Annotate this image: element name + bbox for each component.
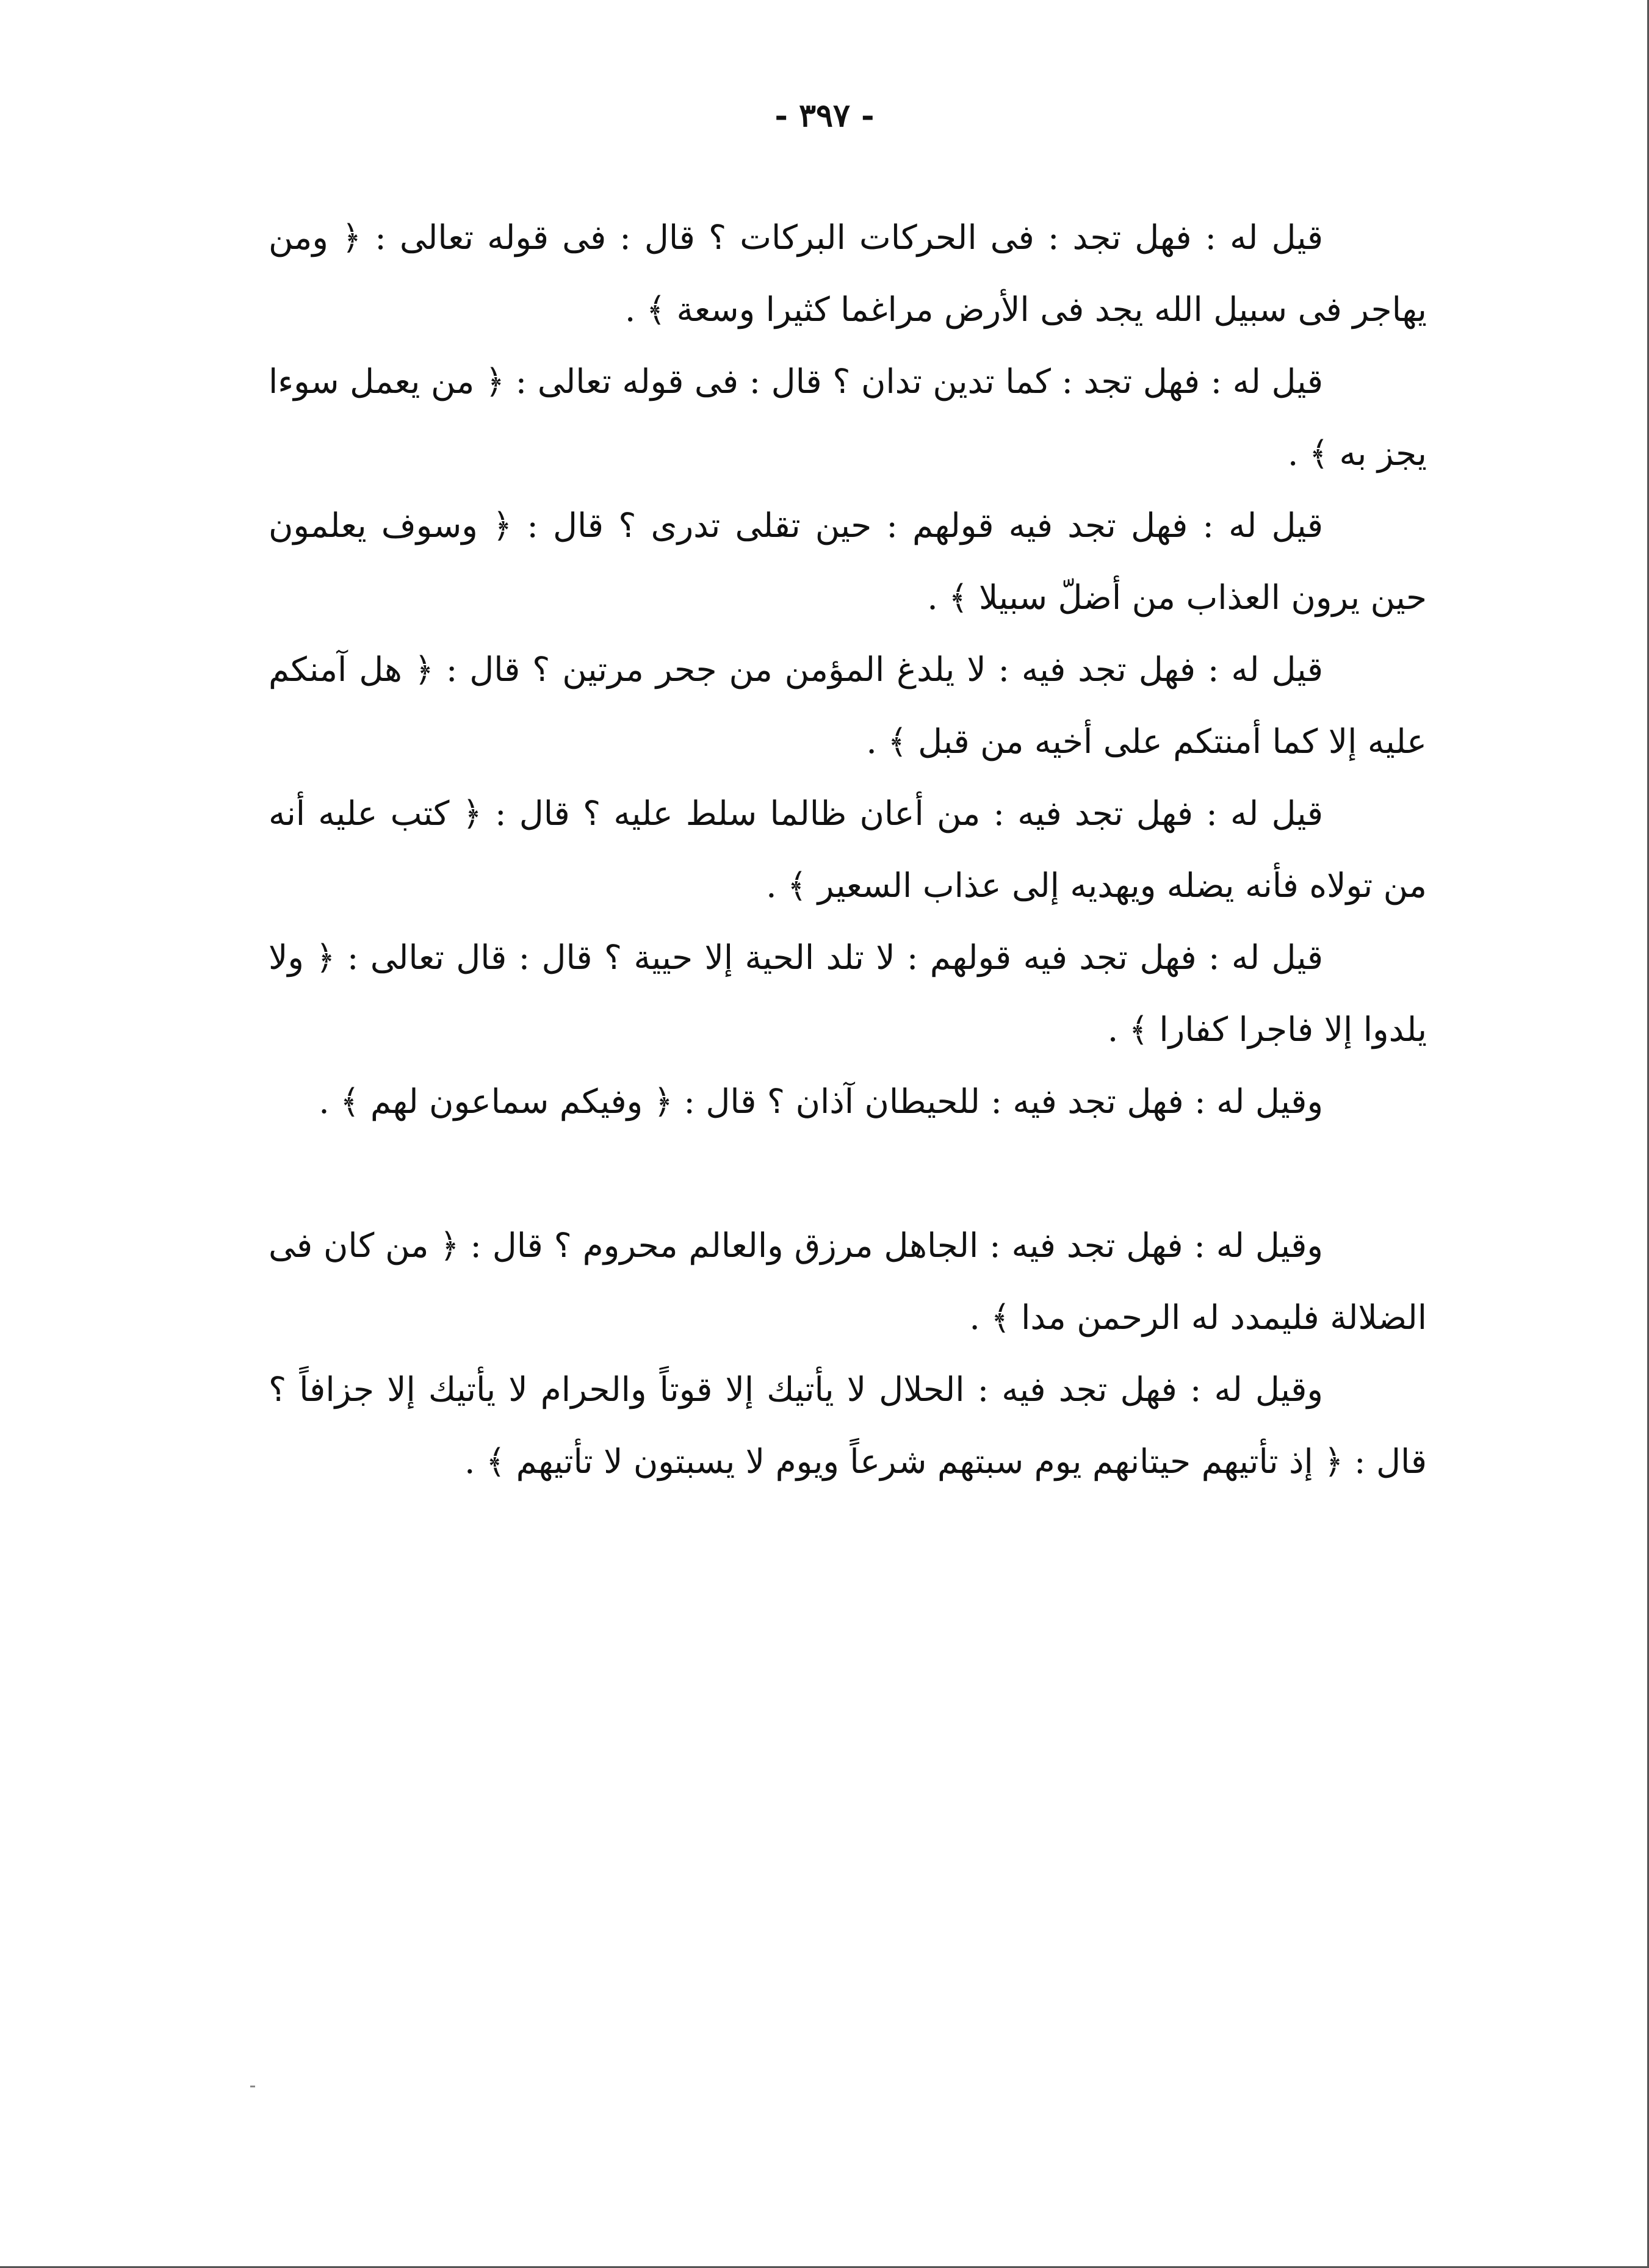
paragraph-8: وقيل له : فهل تجد فيه : الجاهل مرزق والعالم محروم ؟ قال : ﴿ من كان فى الضلالة فليمدد له الرحمن مدا ﴾ . <box>269 1226 1427 1337</box>
paragraph-1: قيل له : فهل تجد : فى الحركات البركات ؟ قال : فى قوله تعالى : ﴿ ومن يهاجر فى سبيل الله يجد فى الأرض مراغما كثيرا وسعة ﴾ . <box>269 218 1427 329</box>
scan-speck <box>250 2086 255 2087</box>
paragraph-6: قيل له : فهل تجد فيه قولهم : لا تلد الحية إلا حيية ؟ قال : قال تعالى : ﴿ ولا يلدوا إلا فاجرا كفارا ﴾ . <box>269 938 1427 1049</box>
paragraph-2: قيل له : فهل تجد : كما تدين تدان ؟ قال : فى قوله تعالى : ﴿ من يعمل سوءا يجز به ﴾ . <box>269 362 1427 473</box>
paragraph-9: وقيل له : فهل تجد فيه : الحلال لا يأتيك إلا قوتاً والحرام لا يأتيك إلا جزافاً ؟ قال : ﴿ إذ تأتيهم حيتانهم يوم سبتهم شرعاً ويوم لا يسبتون لا تأتيهم ﴾ . <box>269 1370 1427 1481</box>
paragraph-3: قيل له : فهل تجد فيه قولهم : حين تقلى تدرى ؟ قال : ﴿ وسوف يعلمون حين يرون العذاب من أضلّ سبيلا ﴾ . <box>269 506 1427 617</box>
paragraph-5: قيل له : فهل تجد فيه : من أعان ظالما سلط عليه ؟ قال : ﴿ كتب عليه أنه من تولاه فأنه يضله ويهديه إلى عذاب السعير ﴾ . <box>269 794 1427 905</box>
paragraph-4: قيل له : فهل تجد فيه : لا يلدغ المؤمن من جحر مرتين ؟ قال : ﴿ هل آمنكم عليه إلا كما أمنتكم على أخيه من قبل ﴾ . <box>269 650 1427 761</box>
page-body <box>269 201 1427 1569</box>
page-number: - ٣٩٧ - <box>774 97 875 134</box>
paragraph-7: وقيل له : فهل تجد فيه : للحيطان آذان ؟ قال : ﴿ وفيكم سماعون لهم ﴾ . <box>319 1082 1323 1121</box>
